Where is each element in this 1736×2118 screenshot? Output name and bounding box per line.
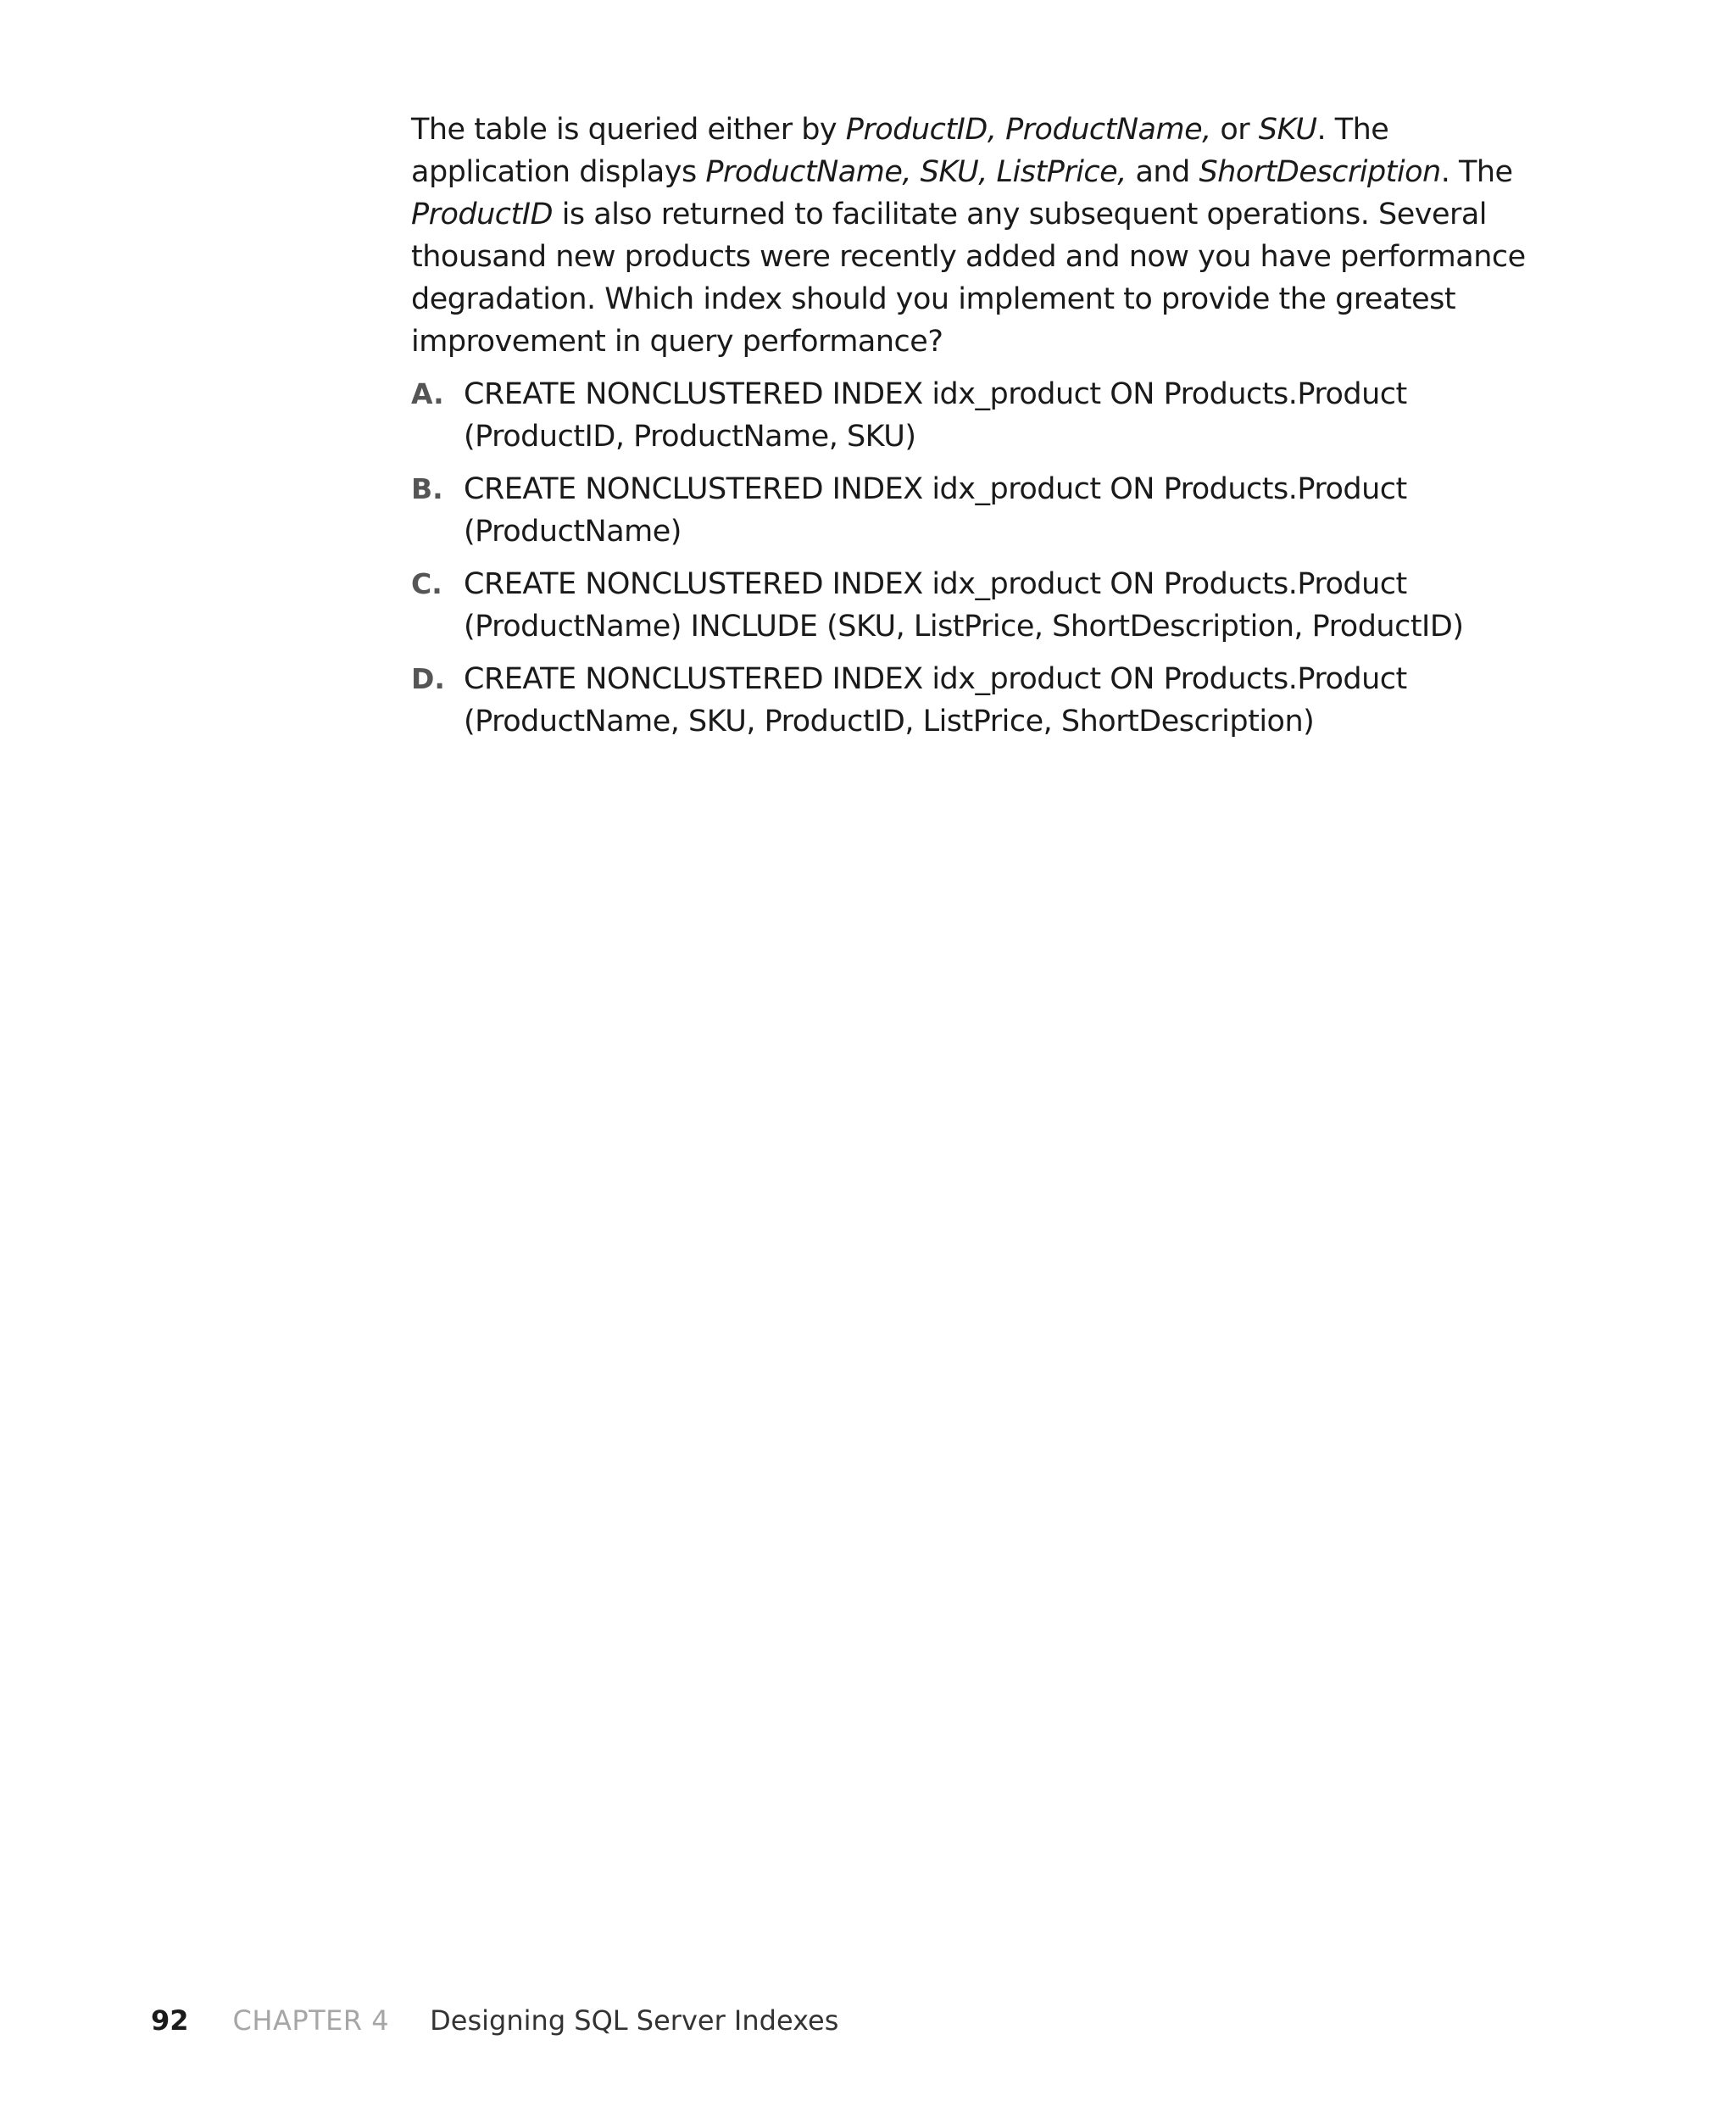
answer-option-d <box>411 658 1547 743</box>
answer-option-b <box>411 468 1547 553</box>
answer-option-c <box>411 563 1547 648</box>
answer-option-a <box>411 373 1547 458</box>
option-letter: D. <box>411 662 445 695</box>
option-text: CREATE NONCLUSTERED INDEX idx_product ON Products.Product (ProductName) INCLUDE (SKU, ListPrice, ShortDescription, ProductID) <box>464 567 1464 644</box>
page-footer <box>151 1999 838 2042</box>
option-text: CREATE NONCLUSTERED INDEX idx_product ON Products.Product (ProductName, SKU, ProductID, ListPrice, ShortDescription) <box>464 662 1407 739</box>
option-letter: A. <box>411 377 444 410</box>
question-text-segment-italic: ProductID, ProductName, <box>845 113 1211 147</box>
option-letter: B. <box>411 472 443 505</box>
option-text: CREATE NONCLUSTERED INDEX idx_product ON Products.Product (ProductID, ProductName, SKU) <box>464 377 1407 454</box>
question-text-segment: . The <box>1440 155 1513 189</box>
question-text-segment: The table is queried either by <box>411 113 846 147</box>
question-text-segment: is also returned to facilitate any subsequent operations. Several thousand new products were recently added and now you have performance degradation. Which index should you implement to provide the greatest improvement in query performance? <box>411 198 1526 359</box>
option-letter: C. <box>411 567 442 600</box>
question-paragraph <box>411 109 1547 363</box>
question-text-segment-italic: ProductName, SKU, ListPrice, <box>705 155 1127 189</box>
question-text-segment-italic: ProductID <box>411 198 554 231</box>
question-text-segment-italic: ShortDescription <box>1199 155 1441 189</box>
page-content <box>411 109 1547 753</box>
question-text-segment: and <box>1126 155 1199 189</box>
answer-options <box>411 373 1547 743</box>
question-text-segment-italic: SKU <box>1258 113 1317 147</box>
question-text-segment: or <box>1210 113 1259 147</box>
question-text-segment: . The application displays <box>411 113 1389 189</box>
chapter-title: Designing SQL Server Indexes <box>430 2004 839 2037</box>
page-number: 92 <box>151 2004 189 2037</box>
option-text: CREATE NONCLUSTERED INDEX idx_product ON Products.Product (ProductName) <box>464 472 1407 549</box>
chapter-label: CHAPTER 4 <box>232 2004 390 2037</box>
